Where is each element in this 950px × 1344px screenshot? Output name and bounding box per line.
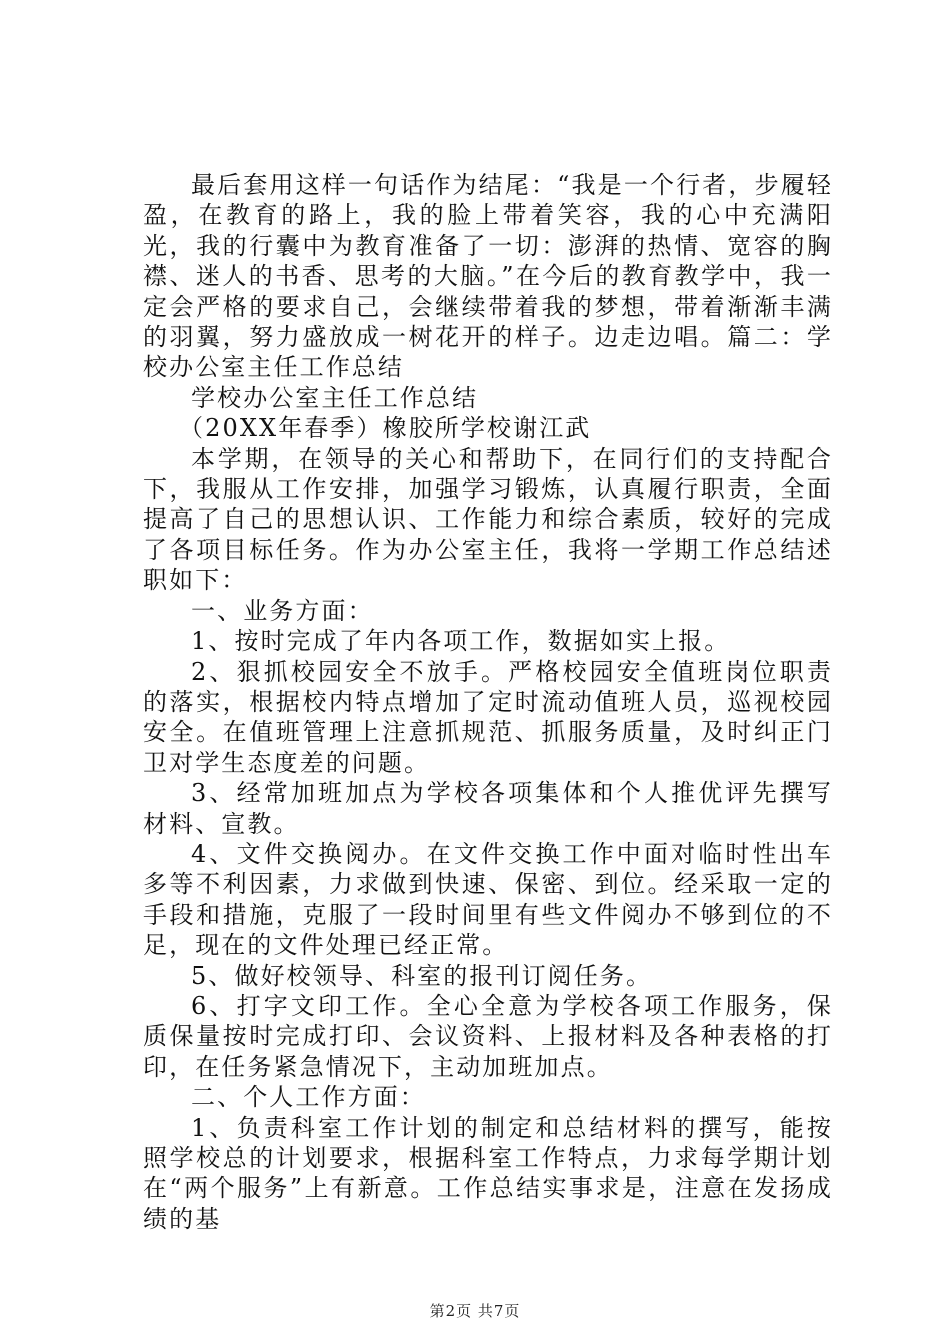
page-footer: 第2页 共7页 xyxy=(429,1302,521,1320)
heading-business: 一、业务方面： xyxy=(191,596,374,625)
list-item-2: 2、狠抓校园安全不放手。严格校园安全值班岗位职责的落实，根据校内特点增加了定时流动值班人员，巡视校园安全。在值班管理上注意抓规范、抓服务质量，及时纠正门卫对学生态度差的问题。 xyxy=(143,657,833,777)
paragraph-closing-quote: 最后套用这样一句话作为结尾：“我是一个行者，步履轻盈，在教育的路上，我的脸上带着笑容，我的心中充满阳光，我的行囊中为教育准备了一切：澎湃的热情、宽容的胸襟、迷人的书香、思考的大脑。”在今后的教育教学中，我一定会严格的要求自己，会继续带着我的梦想，带着渐渐丰满的羽翼，努力盛放成一树花开的样子。边走边唱。篇二：学校办公室主任工作总结 xyxy=(143,171,833,382)
paragraph-intro: 本学期，在领导的关心和帮助下，在同行们的支持配合下，我服从工作安排，加强学习锻炼，认真履行职责，全面提高了自己的思想认识、工作能力和综合素质，较好的完成了各项目标任务。作为办公室主任，我将一学期工作总结述职如下： xyxy=(143,444,833,595)
list-item-6: 6、打字文印工作。全心全意为学校各项工作服务，保质保量按时完成打印、会议资料、上报材料及各种表格的打印，在任务紧急情况下，主动加班加点。 xyxy=(143,991,833,1081)
author-line: （20XX年春季）橡胶所学校谢江武 xyxy=(179,414,592,443)
section-title: 学校办公室主任工作总结 xyxy=(191,383,479,412)
list-item-4: 4、文件交换阅办。在文件交换工作中面对临时性出车多等不利因素，力求做到快速、保密、到位。经采取一定的手段和措施，克服了一段时间里有些文件阅办不够到位的不足，现在的文件处理已经正常。 xyxy=(143,839,833,960)
list-item-1: 1、按时完成了年内各项工作，数据如实上报。 xyxy=(191,627,731,656)
heading-personal: 二、个人工作方面： xyxy=(191,1083,426,1112)
list-item-3: 3、经常加班加点为学校各项集体和个人推优评先撰写材料、宣教。 xyxy=(143,779,833,838)
document-body xyxy=(143,170,833,1234)
list-item-5: 5、做好校领导、科室的报刊订阅任务。 xyxy=(191,961,653,990)
personal-item-1: 1、负责科室工作计划的制定和总结材料的撰写，能按照学校总的计划要求，根据科室工作特点，力求每学期计划在“两个服务”上有新意。工作总结实事求是，注意在发扬成绩的基 xyxy=(143,1113,833,1233)
